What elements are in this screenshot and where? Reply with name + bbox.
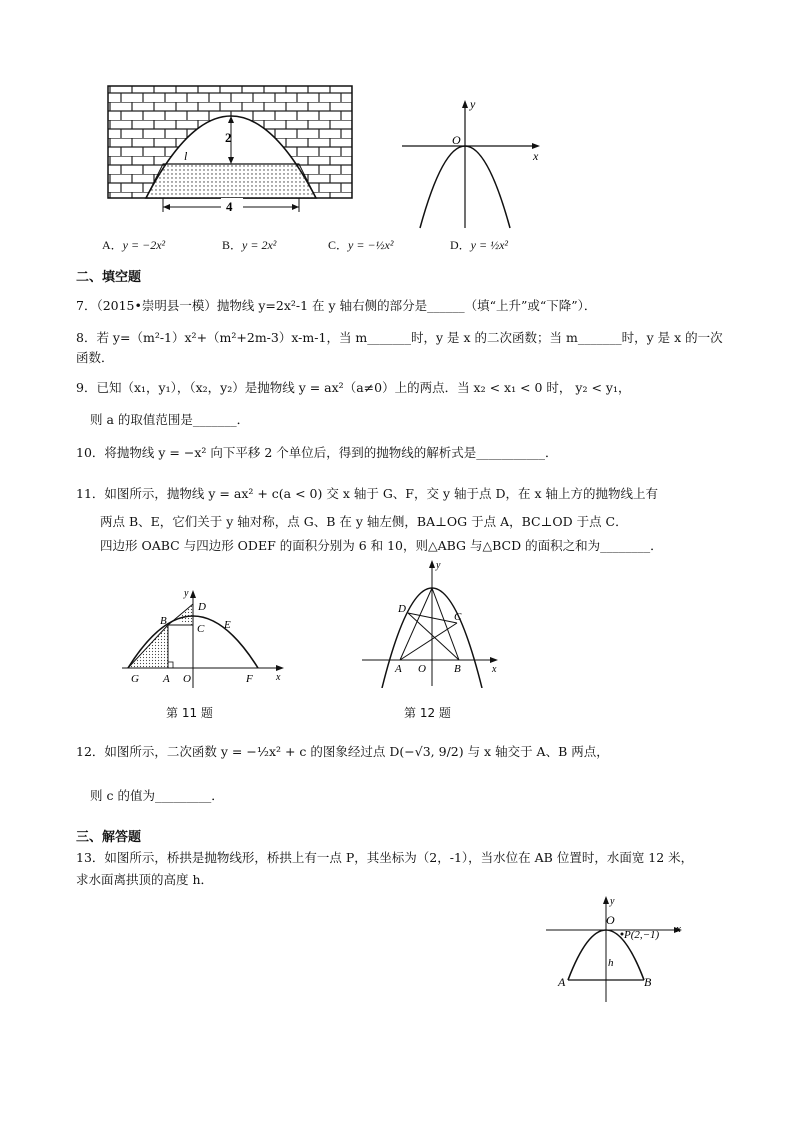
- figure-12: [360, 556, 508, 688]
- question-11-line2: 两点 B、E，它们关于 y 轴对称，点 G、B 在 y 轴左侧，BA⊥OG 于点 A，BC⊥OD 于点 C．: [100, 514, 628, 529]
- fig13-label-p: P(2,−1): [624, 929, 660, 941]
- fig13-label-x: x: [676, 923, 681, 935]
- fig13-label-y: y: [610, 896, 615, 907]
- fig11-label-y: y: [184, 588, 189, 599]
- option-c[interactable]: C．y = −½x²: [328, 238, 394, 252]
- question-13-line2: 求水面离拱顶的高度 h．: [76, 872, 214, 887]
- option-a[interactable]: A．y = −2x²: [102, 238, 166, 252]
- fig11-label-b: B: [160, 615, 167, 627]
- question-9-line1: 9．已知（x₁，y₁），（x₂，y₂）是抛物线 y = ax²（a≠0）上的两点．当 x₂ < x₁ < 0 时， y₂ < y₁，: [76, 380, 631, 395]
- fig13-label-h: h: [608, 957, 614, 969]
- question-13-line1: 13．如图所示，桥拱是抛物线形，桥拱上有一点 P，其坐标为（2，-1），当水位在 AB 位置时，水面宽 12 米，: [76, 850, 694, 865]
- fig11-label-f: F: [246, 673, 253, 685]
- question-8-line1: 8．若 y=（m²-1）x²+（m²+2m-3）x-m-1，当 m_______时，y 是 x 的二次函数；当 m_______时，y 是 x 的一次: [76, 330, 723, 345]
- fig12-label-d: D: [398, 603, 406, 615]
- figure-11-caption: 第 11 题: [166, 706, 213, 720]
- fig13-label-b: B: [644, 975, 652, 989]
- section-title-fill-in: 二、填空题: [76, 270, 142, 285]
- fig11-label-g: G: [131, 673, 139, 685]
- fig12-label-a: A: [395, 663, 402, 675]
- question-12-line2: 则 c 的值为_________．: [90, 788, 224, 803]
- fig11-label-o: O: [183, 673, 191, 685]
- fig13-label-a: A: [558, 975, 566, 989]
- question-11-line1: 11．如图所示，抛物线 y = ax² + c(a < 0) 交 x 轴于 G、F，交 y 轴于点 D，在 x 轴上方的抛物线上有: [76, 486, 658, 501]
- question-11-line3: 四边形 OABC 与四边形 ODEF 的面积分别为 6 和 10，则△ABG 与△BCD 的面积之和为________．: [100, 538, 663, 553]
- fig11-label-e: E: [224, 619, 231, 631]
- fig12-label-c: C: [454, 611, 462, 623]
- question-7: 7．（2015•崇明县一模）抛物线 y=2x²-1 在 y 轴右侧的部分是______（填“上升”或“下降”）．: [76, 298, 597, 313]
- arch-width-label: 4: [226, 199, 233, 214]
- question-9-line2: 则 a 的取值范围是_______．: [90, 412, 250, 427]
- option-d[interactable]: D．y = ½x²: [450, 238, 509, 252]
- section-title-solutions: 三、解答题: [76, 830, 142, 845]
- arch-height-label: 2: [225, 130, 232, 145]
- fig11-label-c: C: [197, 623, 205, 635]
- question-12-line1: 12．如图所示，二次函数 y = −½x² + c 的图象经过点 D(−√3, 9/2) 与 x 轴交于 A、B 两点，: [76, 744, 609, 759]
- arch-line-label: l: [184, 149, 188, 163]
- figure-12-caption: 第 12 题: [404, 706, 451, 720]
- fig12-label-b: B: [454, 663, 461, 675]
- fig12-label-y: y: [436, 560, 441, 571]
- fig11-label-x: x: [276, 672, 281, 683]
- parabola-graph-figure: [398, 98, 548, 232]
- graph-y-label: y: [470, 98, 476, 111]
- question-10: 10．将抛物线 y = −x² 向下平移 2 个单位后，得到的抛物线的解析式是___________．: [76, 445, 558, 460]
- figure-11: [118, 584, 293, 688]
- question-8-line2: 函数．: [76, 350, 114, 365]
- graph-x-label: x: [533, 149, 539, 163]
- fig11-label-a: A: [163, 673, 170, 685]
- fig12-label-x: x: [492, 664, 497, 675]
- fig12-label-o: O: [418, 663, 426, 675]
- fig13-label-o: O: [606, 913, 615, 927]
- arch-brick-figure: [106, 84, 356, 214]
- fig11-label-d: D: [198, 601, 206, 613]
- option-b[interactable]: B．y = 2x²: [222, 238, 277, 252]
- figure-13: [544, 892, 696, 1004]
- graph-origin-label: O: [452, 133, 461, 147]
